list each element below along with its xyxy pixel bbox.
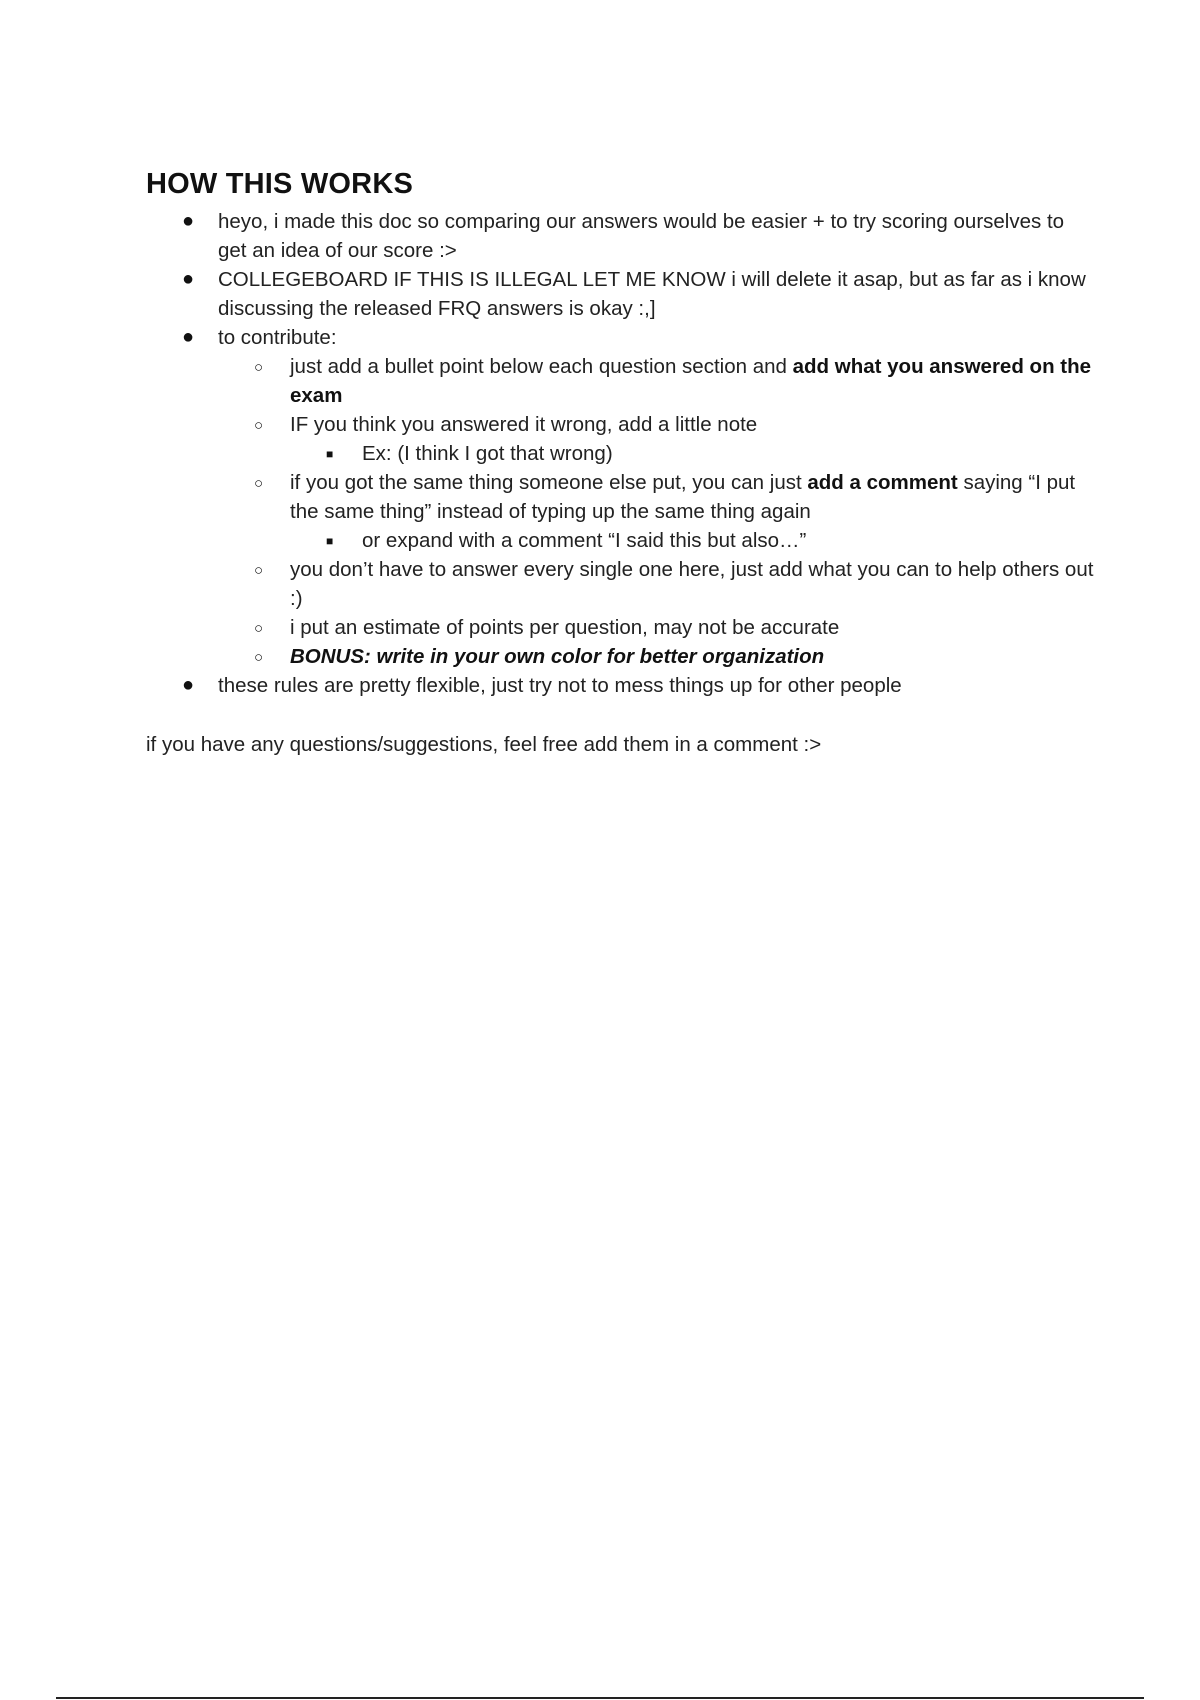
contribute-sublist bbox=[218, 352, 1096, 671]
list-item bbox=[146, 207, 1096, 265]
main-bullet-list bbox=[146, 207, 1096, 700]
sub-item-text: you don’t have to answer every single one here, just add what you can to help others out :) bbox=[290, 558, 1094, 610]
sub-item-emphasis: add what you answered on the exam bbox=[290, 355, 1092, 407]
bullet-circle-icon: ○ bbox=[254, 649, 264, 666]
page-title: HOW THIS WORKS bbox=[146, 168, 414, 200]
bullet-dot-icon: ● bbox=[182, 674, 195, 696]
list-item-text: these rules are pretty flexible, just try not to mess things up for other people bbox=[218, 674, 902, 697]
sub-item-text: saying “I put the same thing” instead of typing up the same thing again bbox=[290, 471, 1076, 523]
nested-list-item bbox=[146, 439, 1096, 468]
bullet-dot-icon: ● bbox=[182, 210, 195, 232]
sub-list-item bbox=[146, 555, 1096, 613]
sub-item-emphasis: add a comment bbox=[807, 471, 958, 494]
bullet-dot-icon: ● bbox=[182, 326, 195, 348]
bullet-circle-icon: ○ bbox=[254, 620, 264, 637]
page-bottom-divider bbox=[56, 1697, 1144, 1699]
list-item bbox=[146, 323, 1096, 671]
nested-sublist bbox=[290, 526, 1096, 555]
sub-list-item bbox=[146, 352, 1096, 410]
sub-list-item bbox=[146, 642, 1096, 671]
list-item-text: heyo, i made this doc so comparing our answers would be easier + to try scoring ourselves to get an idea of our score :> bbox=[218, 210, 1065, 262]
sub-list-item bbox=[146, 410, 1096, 468]
nested-sublist bbox=[290, 439, 1096, 468]
sub-list-item bbox=[146, 468, 1096, 555]
bullet-circle-icon: ○ bbox=[254, 562, 264, 579]
footer-note: if you have any questions/suggestions, feel free add them in a comment :> bbox=[146, 733, 822, 756]
bullet-circle-icon: ○ bbox=[254, 359, 264, 376]
nested-item-text: Ex: (I think I got that wrong) bbox=[362, 442, 613, 465]
bullet-square-icon: ■ bbox=[326, 447, 334, 461]
nested-item-text: or expand with a comment “I said this but also…” bbox=[362, 529, 807, 552]
list-item bbox=[146, 671, 1096, 700]
sub-item-text: if you got the same thing someone else put, you can just bbox=[290, 471, 808, 494]
nested-list-item bbox=[146, 526, 1096, 555]
bullet-circle-icon: ○ bbox=[254, 475, 264, 492]
bullet-square-icon: ■ bbox=[326, 534, 334, 548]
list-item-text: COLLEGEBOARD IF THIS IS ILLEGAL LET ME KNOW i will delete it asap, but as far as i know discussing the released FRQ answers is okay :,] bbox=[218, 268, 1086, 320]
sub-item-text: just add a bullet point below each question section and bbox=[290, 355, 793, 378]
document-body bbox=[146, 168, 1096, 759]
sub-list-item bbox=[146, 613, 1096, 642]
sub-item-text: IF you think you answered it wrong, add a little note bbox=[290, 413, 758, 436]
list-item bbox=[146, 265, 1096, 323]
sub-item-text: i put an estimate of points per question, may not be accurate bbox=[290, 616, 840, 639]
bonus-text: BONUS: write in your own color for better organization bbox=[290, 645, 825, 668]
list-item-text: to contribute: bbox=[218, 326, 337, 349]
bullet-dot-icon: ● bbox=[182, 268, 195, 290]
bullet-circle-icon: ○ bbox=[254, 417, 264, 434]
